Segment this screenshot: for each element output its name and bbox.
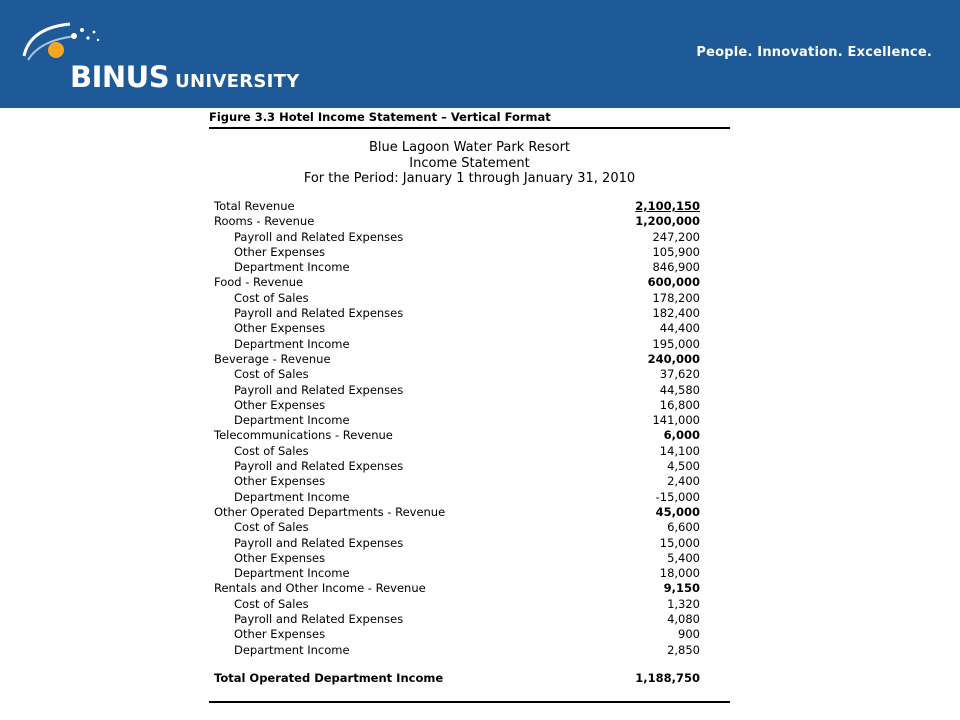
row-amount: -15,000 — [655, 489, 700, 504]
row-label: Telecommunications - Revenue — [214, 428, 393, 443]
row-amount: 6,000 — [663, 428, 700, 443]
row-label: Other Expenses — [234, 474, 326, 489]
table-row — [214, 551, 700, 566]
row-amount: 6,600 — [667, 520, 700, 535]
company-name: Blue Lagoon Water Park Resort — [368, 140, 571, 155]
row-label: Other Expenses — [234, 550, 326, 565]
row-label: Rentals and Other Income - Revenue — [214, 581, 426, 596]
row-amount: 1,320 — [667, 596, 700, 611]
row-amount: 195,000 — [652, 336, 700, 351]
logo-word: BINUS — [70, 60, 170, 94]
row-amount: 45,000 — [655, 504, 700, 519]
row-amount: 16,800 — [659, 397, 700, 412]
table-row — [214, 490, 700, 505]
row-label: Total Revenue — [214, 199, 295, 213]
row-label: Cost of Sales — [234, 596, 309, 611]
row-label: Other Expenses — [234, 397, 326, 412]
grand-total-amount: 1,188,750 — [635, 671, 700, 685]
statement-rows — [214, 199, 700, 658]
logo-suffix: UNIVERSITY — [175, 71, 300, 92]
row-amount: 846,900 — [652, 260, 700, 275]
row-amount: 2,850 — [667, 642, 700, 657]
table-row — [214, 428, 700, 443]
row-label: Payroll and Related Expenses — [234, 459, 404, 474]
row-label: Department Income — [234, 336, 350, 351]
table-row — [214, 505, 700, 520]
row-label: Other Expenses — [234, 321, 326, 336]
table-row — [214, 260, 700, 275]
row-amount: 15,000 — [659, 535, 700, 550]
row-label: Rooms - Revenue — [214, 214, 315, 229]
table-row — [214, 459, 700, 474]
grand-total-label: Total Operated Department Income — [214, 671, 444, 685]
row-label: Department Income — [234, 642, 350, 657]
row-label: Department Income — [234, 413, 350, 428]
table-row — [214, 275, 700, 290]
table-row — [214, 474, 700, 489]
row-label: Payroll and Related Expenses — [234, 535, 404, 550]
table-row — [214, 321, 700, 336]
table-row — [214, 398, 700, 413]
table-row — [214, 520, 700, 535]
row-amount: 9,150 — [663, 581, 700, 596]
header-banner — [0, 0, 960, 108]
row-label: Cost of Sales — [234, 443, 309, 458]
table-row — [214, 291, 700, 306]
grand-total-row — [214, 671, 700, 686]
row-label: Beverage - Revenue — [214, 351, 331, 366]
bottom-rule — [209, 701, 730, 703]
row-amount: 247,200 — [652, 229, 700, 244]
row-amount: 2,100,150 — [635, 199, 700, 213]
table-row — [214, 367, 700, 382]
row-label: Food - Revenue — [214, 275, 304, 290]
row-label: Department Income — [234, 260, 350, 275]
row-amount: 37,620 — [659, 367, 700, 382]
row-amount: 105,900 — [652, 244, 700, 259]
table-row — [214, 581, 700, 596]
statement-period: For the Period: January 1 through January 31, 2010 — [303, 171, 636, 186]
row-label: Department Income — [234, 566, 350, 581]
table-row — [214, 444, 700, 459]
figure-caption: Figure 3.3 Hotel Income Statement – Vertical Format — [209, 110, 551, 124]
row-label: Payroll and Related Expenses — [234, 382, 404, 397]
row-amount: 2,400 — [667, 474, 700, 489]
table-row — [214, 230, 700, 245]
row-amount: 14,100 — [659, 443, 700, 458]
row-amount: 1,200,000 — [635, 214, 700, 229]
row-label: Other Operated Departments - Revenue — [214, 504, 446, 519]
row-amount: 4,080 — [667, 612, 700, 627]
row-amount: 178,200 — [652, 290, 700, 305]
row-amount: 240,000 — [647, 351, 700, 366]
table-row — [214, 352, 700, 367]
table-row — [214, 245, 700, 260]
row-amount: 44,580 — [659, 382, 700, 397]
tagline: People. Innovation. Excellence. — [696, 45, 932, 60]
table-row — [214, 566, 700, 581]
row-label: Cost of Sales — [234, 367, 309, 382]
table-row — [214, 597, 700, 612]
row-amount: 18,000 — [659, 566, 700, 581]
table-row — [214, 214, 700, 229]
row-amount: 182,400 — [652, 306, 700, 321]
row-amount: 900 — [678, 627, 700, 642]
row-amount: 600,000 — [647, 275, 700, 290]
statement-title: Income Statement — [409, 156, 530, 171]
table-row — [214, 643, 700, 658]
top-rule — [209, 127, 730, 129]
table-row — [214, 413, 700, 428]
row-label: Other Expenses — [234, 244, 326, 259]
table-row — [214, 383, 700, 398]
table-row — [214, 612, 700, 627]
table-row — [214, 199, 700, 214]
row-label: Other Expenses — [234, 627, 326, 642]
row-label: Cost of Sales — [234, 290, 309, 305]
row-amount: 141,000 — [652, 413, 700, 428]
row-amount: 4,500 — [667, 459, 700, 474]
row-amount: 44,400 — [659, 321, 700, 336]
table-row — [214, 337, 700, 352]
table-row — [214, 536, 700, 551]
row-amount: 5,400 — [667, 550, 700, 565]
table-row — [214, 627, 700, 642]
row-label: Payroll and Related Expenses — [234, 306, 404, 321]
row-label: Department Income — [234, 489, 350, 504]
row-label: Payroll and Related Expenses — [234, 612, 404, 627]
row-label: Payroll and Related Expenses — [234, 229, 404, 244]
logo-wordmark — [70, 60, 300, 94]
table-row — [214, 306, 700, 321]
row-label: Cost of Sales — [234, 520, 309, 535]
